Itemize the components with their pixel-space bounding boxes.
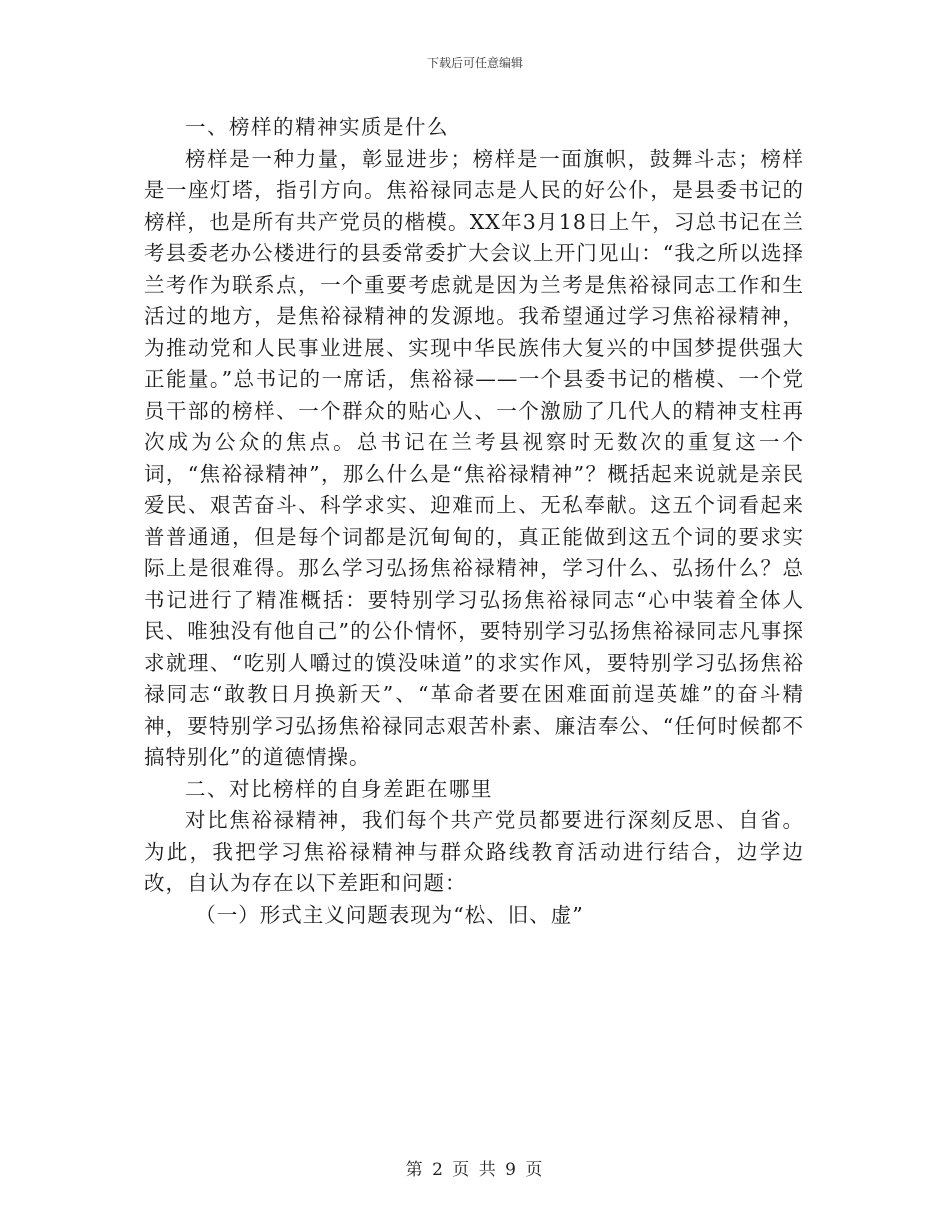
section-1-paragraph: 榜样是一种力量，彰显进步；榜样是一面旗帜，鼓舞斗志；榜样是一座灯塔，指引方向。焦裕禄同志是人民的好公仆，是县委书记的榜样，也是所有共产党员的楷模。XX年3月18日上午，习总书记在兰考县委老办公楼进行的县委常委扩大会议上开门见山：“我之所以选择兰考作为联系点，一个重要考虑就是因为兰考是焦裕禄同志工作和生活过的地方，是焦裕禄精神的发源地。我希望通过学习焦裕禄精神，为推动党和人民事业进展、实现中华民族伟大复兴的中国梦提供强大正能量。”总书记的一席话，焦裕禄——一个县委书记的楷模、一个党员干部的榜样、一个群众的贴心人、一个激励了几代人的精神支柱再次成为公众的焦点。总书记在兰考县视察时无数次的重复这一个词，“焦裕禄精神”，那么什么是“焦裕禄精神”？概括起来说就是亲民爱民、艰苦奋斗、科学求实、迎难而上、无私奉献。这五个词看起来普普通通，但是每个词都是沉甸甸的，真正能做到这五个词的要求实际上是很难得。那么学习弘扬焦裕禄精神，学习什么、弘扬什么？总书记进行了精准概括：要特别学习弘扬焦裕禄同志“心中装着全体人民、唯独没有他自己”的公仆情怀，要特别学习弘扬焦裕禄同志凡事探求就理、“吃别人嚼过的馍没味道”的求实作风，要特别学习弘扬焦裕禄同志“敢教日月换新天”、“革命者要在困难面前逞英雄”的奋斗精神，要特别学习弘扬焦裕禄同志艰苦朴素、廉洁奉公、“任何时候都不搞特别化”的道德情操。 xyxy=(144,146,804,769)
section-1-title: 一、榜样的精神实质是什么 xyxy=(185,115,449,139)
subsection-1-title: （一）形式主义问题表现为“松、旧、虚” xyxy=(195,902,584,927)
page-indicator: 第 2 页 共 9 页 xyxy=(405,1160,545,1180)
document-body xyxy=(144,112,804,931)
section-2-title: 二、对比榜样的自身差距在哪里 xyxy=(185,776,493,801)
section-2-paragraph: 对比焦裕禄精神，我们每个共产党员都要进行深刻反思、自省。为此，我把学习焦裕禄精神与群众路线教育活动进行结合，边学边改，自认为存在以下差距和问题： xyxy=(144,808,804,895)
header-note: 下载后可任意编辑 xyxy=(426,56,523,70)
